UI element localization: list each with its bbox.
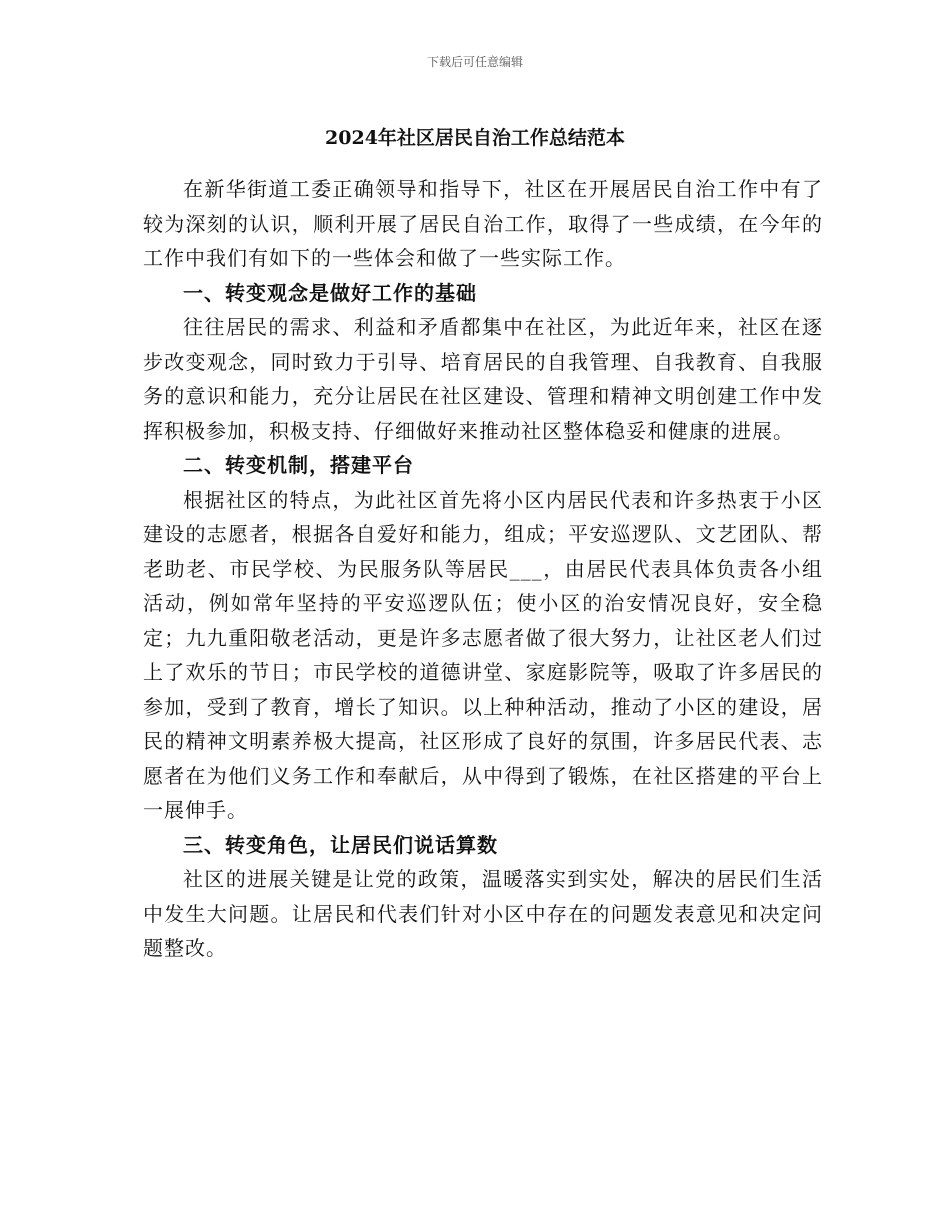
document-body (143, 172, 823, 966)
section-3-heading: 三、转变角色，让居民们说话算数 (183, 832, 498, 857)
section-2-text: 根据社区的特点，为此社区首先将小区内居民代表和许多热衷于小区建设的志愿者，根据各自爱好和能力，组成；平安巡逻队、文艺团队、帮老助老、市民学校、为民服务队等居民___，由居民代表具体负责各小组活动，例如常年坚持的平安巡逻队伍；使小区的治安情况良好，安全稳定；九九重阳敬老活动，更是许多志愿者做了很大努力，让社区老人们过上了欢乐的节日；市民学校的道德讲堂、家庭影院等，吸取了许多居民的参加，受到了教育，增长了知识。以上种种活动，推动了小区的建设，居民的精神文明素养极大提高，社区形成了良好的氛围，许多居民代表、志愿者在为他们义务工作和奉献后，从中得到了锻炼，在社区搭建的平台上一展伸手。 (143, 487, 823, 822)
section-1-heading: 一、转变观念是做好工作的基础 (183, 280, 477, 305)
section-3-text: 社区的进展关键是让党的政策，温暖落实到实处，解决的居民们生活中发生大问题。让居民和代表们针对小区中存在的问题发表意见和决定问题整改。 (143, 867, 823, 960)
intro-paragraph: 在新华街道工委正确领导和指导下，社区在开展居民自治工作中有了较为深刻的认识，顺利开展了居民自治工作，取得了一些成绩，在今年的工作中我们有如下的一些体会和做了一些实际工作。 (143, 177, 823, 270)
document-title: 2024年社区居民自治工作总结范本 (325, 127, 625, 149)
section-1-text: 往往居民的需求、利益和矛盾都集中在社区，为此近年来，社区在逐步改变观念，同时致力于引导、培育居民的自我管理、自我教育、自我服务的意识和能力，充分让居民在社区建设、管理和精神文明创建工作中发挥积极参加，积极支持、仔细做好来推动社区整体稳妥和健康的进展。 (143, 315, 823, 443)
section-2-heading: 二、转变机制，搭建平台 (183, 453, 414, 477)
page-header-note: 下载后可任意编辑 (426, 55, 523, 69)
